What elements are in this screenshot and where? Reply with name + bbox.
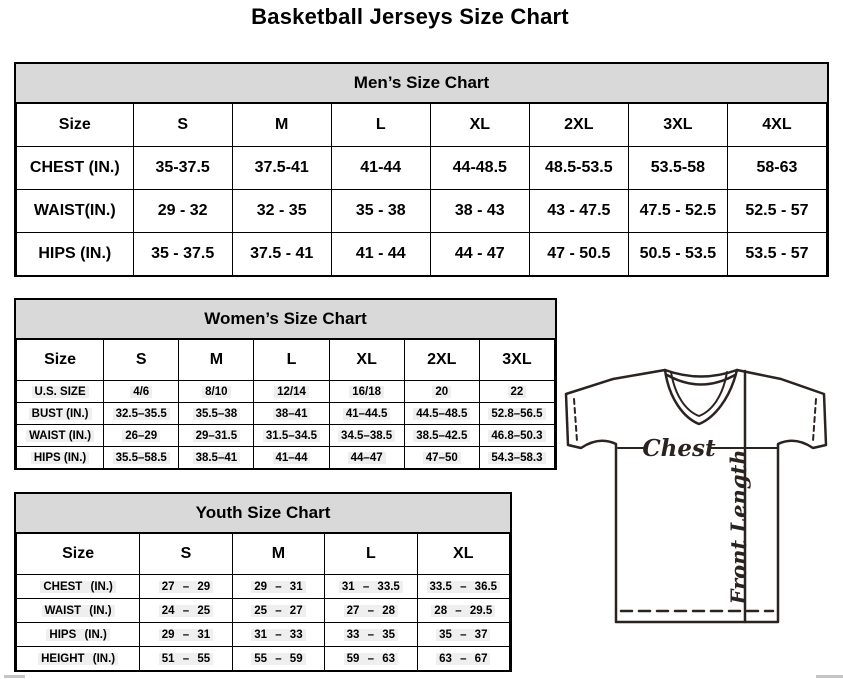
- table-cell: 44 - 47: [430, 233, 529, 276]
- table-cell: 55 – 59: [232, 647, 324, 671]
- table-cell: 12/14: [254, 381, 329, 403]
- table-cell: 27 – 29: [140, 575, 232, 599]
- table-cell: 29–31.5: [179, 425, 254, 447]
- table-cell: 43 - 47.5: [529, 190, 628, 233]
- row-label: WAIST(IN.): [17, 190, 134, 233]
- table-cell: 35 – 37: [417, 623, 509, 647]
- column-header: S: [140, 534, 232, 575]
- row-label: CHEST (IN.): [17, 575, 140, 599]
- table-cell: 29 – 31: [232, 575, 324, 599]
- table-cell: 38.5–41: [179, 447, 254, 469]
- table-cell: 31 – 33.5: [325, 575, 417, 599]
- table-cell: 35.5–58.5: [104, 447, 179, 469]
- table-cell: 38 - 43: [430, 190, 529, 233]
- table-row: [17, 381, 555, 403]
- table-cell: 35 - 37.5: [133, 233, 232, 276]
- table-cell: 8/10: [179, 381, 254, 403]
- column-header: Size: [17, 104, 134, 147]
- horizontal-scrollbar-fragment-left[interactable]: [4, 675, 25, 678]
- table-cell: 41–44.5: [329, 403, 404, 425]
- table-row: [17, 190, 827, 233]
- row-label: WAIST (IN.): [17, 599, 140, 623]
- youth-size-chart-title: Youth Size Chart: [16, 494, 510, 533]
- table-row: [17, 233, 827, 276]
- column-header: M: [179, 340, 254, 381]
- table-cell: 31.5–34.5: [254, 425, 329, 447]
- row-label: U.S. SIZE: [17, 381, 104, 403]
- column-header: XL: [430, 104, 529, 147]
- table-cell: 59 – 63: [325, 647, 417, 671]
- table-cell: 35 - 38: [331, 190, 430, 233]
- table-cell: 31 – 33: [232, 623, 324, 647]
- mens-size-chart-title: Men’s Size Chart: [16, 64, 827, 103]
- column-header: M: [232, 534, 324, 575]
- table-cell: 47–50: [404, 447, 479, 469]
- table-cell: 41-44: [331, 147, 430, 190]
- table-row: [17, 425, 555, 447]
- table-cell: 53.5-58: [628, 147, 727, 190]
- column-header: S: [133, 104, 232, 147]
- row-label: HIPS (IN.): [17, 233, 134, 276]
- row-label: HIPS (IN.): [17, 447, 104, 469]
- table-cell: 46.8–50.3: [479, 425, 554, 447]
- column-header: L: [325, 534, 417, 575]
- table-cell: 38.5–42.5: [404, 425, 479, 447]
- table-cell: 48.5-53.5: [529, 147, 628, 190]
- table-row: [17, 147, 827, 190]
- column-header: M: [232, 104, 331, 147]
- chest-label: Chest: [642, 435, 716, 462]
- column-header: L: [254, 340, 329, 381]
- jersey-outline: [566, 370, 826, 622]
- womens-size-chart-title: Women’s Size Chart: [16, 300, 555, 339]
- table-cell: 53.5 - 57: [727, 233, 826, 276]
- row-label: BUST (IN.): [17, 403, 104, 425]
- column-header: S: [104, 340, 179, 381]
- column-header: Size: [17, 534, 140, 575]
- youth-size-table: [16, 533, 510, 671]
- table-cell: 35-37.5: [133, 147, 232, 190]
- table-cell: 4/6: [104, 381, 179, 403]
- table-cell: 58-63: [727, 147, 826, 190]
- page-title: Basketball Jerseys Size Chart: [251, 4, 569, 29]
- table-cell: 26–29: [104, 425, 179, 447]
- mens-size-table: [16, 103, 827, 276]
- table-cell: 28 – 29.5: [417, 599, 509, 623]
- column-header: 2XL: [404, 340, 479, 381]
- table-cell: 63 – 67: [417, 647, 509, 671]
- column-header: 3XL: [628, 104, 727, 147]
- row-label: HIPS (IN.): [17, 623, 140, 647]
- table-cell: 25 – 27: [232, 599, 324, 623]
- table-cell: 41–44: [254, 447, 329, 469]
- table-cell: 37.5-41: [232, 147, 331, 190]
- youth-size-chart: [14, 492, 512, 672]
- table-cell: 51 – 55: [140, 647, 232, 671]
- table-cell: 33 – 35: [325, 623, 417, 647]
- table-row: [17, 403, 555, 425]
- table-cell: 54.3–58.3: [479, 447, 554, 469]
- table-cell: 34.5–38.5: [329, 425, 404, 447]
- row-label: WAIST (IN.): [17, 425, 104, 447]
- size-header-row: [17, 340, 555, 381]
- table-cell: 22: [479, 381, 554, 403]
- table-cell: 47 - 50.5: [529, 233, 628, 276]
- jersey-measurement-diagram: [556, 358, 842, 650]
- table-cell: 16/18: [329, 381, 404, 403]
- table-cell: 44.5–48.5: [404, 403, 479, 425]
- column-header: XL: [417, 534, 509, 575]
- table-cell: 27 – 28: [325, 599, 417, 623]
- table-cell: 52.8–56.5: [479, 403, 554, 425]
- table-cell: 33.5 – 36.5: [417, 575, 509, 599]
- table-cell: 52.5 - 57: [727, 190, 826, 233]
- size-header-row: [17, 104, 827, 147]
- table-cell: 32.5–35.5: [104, 403, 179, 425]
- column-header: 3XL: [479, 340, 554, 381]
- table-cell: 47.5 - 52.5: [628, 190, 727, 233]
- table-cell: 24 – 25: [140, 599, 232, 623]
- table-cell: 37.5 - 41: [232, 233, 331, 276]
- table-cell: 35.5–38: [179, 403, 254, 425]
- column-header: 4XL: [727, 104, 826, 147]
- table-cell: 32 - 35: [232, 190, 331, 233]
- table-cell: 44-48.5: [430, 147, 529, 190]
- womens-size-table: [16, 339, 555, 469]
- column-header: XL: [329, 340, 404, 381]
- table-cell: 29 – 31: [140, 623, 232, 647]
- table-cell: 50.5 - 53.5: [628, 233, 727, 276]
- row-label: HEIGHT (IN.): [17, 647, 140, 671]
- table-row: [17, 599, 510, 623]
- table-row: [17, 623, 510, 647]
- table-cell: 38–41: [254, 403, 329, 425]
- table-row: [17, 575, 510, 599]
- column-header: L: [331, 104, 430, 147]
- size-header-row: [17, 534, 510, 575]
- column-header: Size: [17, 340, 104, 381]
- mens-size-chart: [14, 62, 829, 277]
- row-label: CHEST (IN.): [17, 147, 134, 190]
- table-cell: 41 - 44: [331, 233, 430, 276]
- table-cell: 44–47: [329, 447, 404, 469]
- table-row: [17, 447, 555, 469]
- front-length-label: Front Length: [726, 449, 751, 605]
- womens-size-chart: [14, 298, 557, 470]
- table-cell: 20: [404, 381, 479, 403]
- horizontal-scrollbar-fragment-right[interactable]: [816, 675, 843, 678]
- table-cell: 29 - 32: [133, 190, 232, 233]
- table-row: [17, 647, 510, 671]
- column-header: 2XL: [529, 104, 628, 147]
